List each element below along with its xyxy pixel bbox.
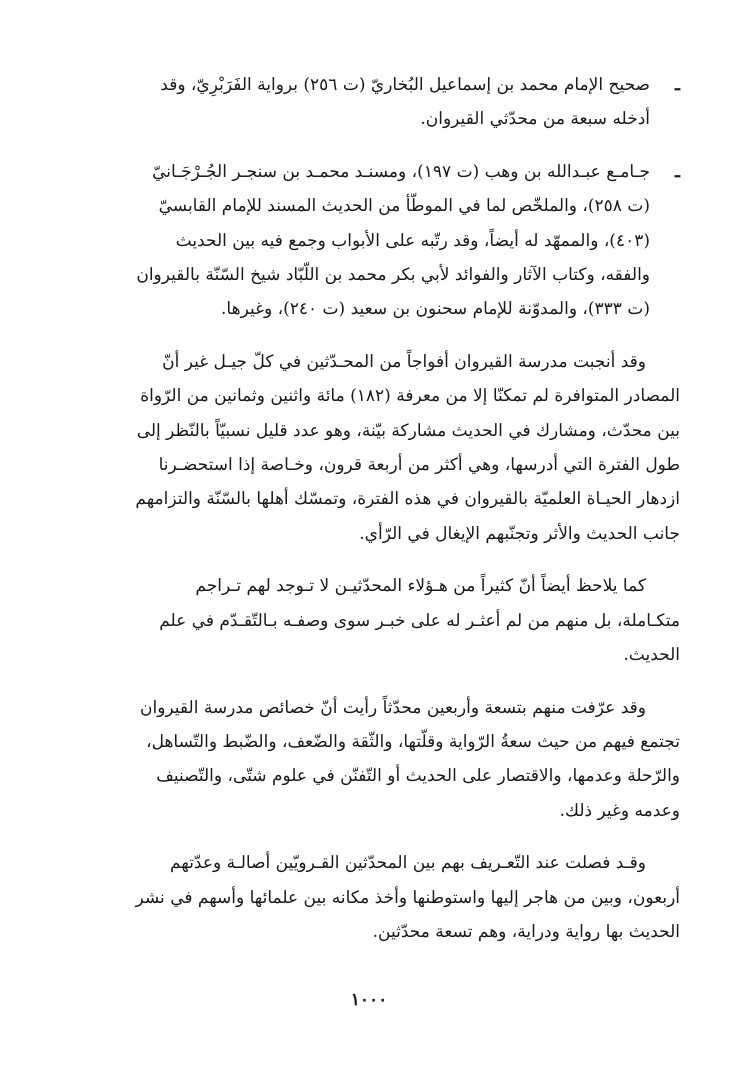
text-line: المصادر المتوافرة لم تمكنّا إلا من معرفة (١٨٢) مائة واثنين وثمانين من الرّواة (140, 386, 680, 407)
text-line: وقد عرّفت منهم بتسعة وأربعين محدّثاً رأيت أنّ خصائص مدرسة القيروان (139, 697, 646, 718)
text-line: جـامـع عبـدالله بن وهب (ت ١٩٧)، ومسنـد محمـد بن سنجـر الجُـرْجَـانيّ (152, 161, 650, 182)
text-line: والرّحلة وعدمها، والاقتصار على الحديث أو التّفنّن في علوم شتّى، والتّصنيف (156, 766, 680, 787)
text-line: جانب الحديث والأثر وتجنّبهم الإيغال في الرّأي. (359, 523, 680, 544)
text-line: وقـد فصلت عند التّعـريف بهم بين المحدّثين القـرويّين أصالـة وعدّتهم (170, 853, 646, 874)
page-number: ١٠٠٠ (350, 990, 388, 1010)
text-line: صحيح الإمام محمد بن إسماعيل البُخاريّ (ت ٢٥٦) برواية الفَرَبْرِيّ، وقد (160, 75, 650, 95)
text-line: أربعون، وبين من هاجر إليها واستوطنها وأخذ مكانه بين علمائها وأسهم في نشر (135, 887, 680, 908)
text-line: وقد أنجبت مدرسة القيروان أفواجاً من المحـدّثين في كلّ جيـل غير أنّ (162, 351, 646, 372)
text-line: الحديث بها رواية ودراية، وهم تسعة محدّثين. (372, 921, 680, 942)
text-line: طول الفترة التي أدرسها، وهي أكثر من أربعة قرون، وخـاصة إذا استحضـرنا (158, 455, 680, 476)
text-line: ازدهار الحيـاة العلميّة بالقيروان في هذه الفترة، وتمسّك أهلها بالسّنّة والتزامهم (135, 489, 680, 510)
paragraph (60, 569, 680, 672)
text-line: (ت ٣٣٣)، والمدوّنة للإمام سحنون بن سعيد (ت ٢٤٠)، وغيرها. (221, 299, 650, 320)
list-dash: ـ (675, 161, 680, 182)
list-item (60, 155, 680, 327)
list-item (60, 68, 680, 137)
text-line: متكـاملة، بل منهم من لم أعثـر له على خبـر سوى وصفـه بـالتّقـدّم في علم (159, 610, 680, 631)
text-line: (ت ٢٥٨)، والملخّص لما في الموطّأ من الحديث المسند للإمام القابسيّ (158, 196, 650, 217)
list-dash: ـ (675, 75, 680, 95)
text-line: والفقه، وكتاب الآثار والفوائد لأبي بكر محمد بن اللّبّاد شيخ السّنّة بالقيروان (136, 265, 650, 286)
text-line: كما يلاحظ أيضاً أنّ كثيراً من هـؤلاء المحدّثيـن لا تـوجد لهم تـراجم (195, 576, 646, 597)
text-line: وعدمه وغير ذلك. (559, 800, 680, 821)
page-body (60, 68, 680, 967)
text-line: أدخله سبعة من محدّثي القيروان. (420, 109, 650, 130)
text-line: تجتمع فيهم من حيث سعةُ الرّواية وقلّتها، والثّقة والضّعف، والضّبط والتّساهل، (146, 731, 680, 752)
text-line: الحديث. (623, 645, 680, 666)
text-line: (٤٠٣)، والممهّد له أيضاً، وقد رتّبه على الأبواب وجمع فيه بين الحديث (175, 230, 650, 251)
text-line: بين محدّث، ومشارك في الحديث مشاركة بيّنة، وهو عدد قليل نسبيّاً بالنّظر إلى (136, 420, 680, 441)
paragraph (60, 345, 680, 551)
paragraph (60, 846, 680, 949)
paragraph (60, 691, 680, 829)
